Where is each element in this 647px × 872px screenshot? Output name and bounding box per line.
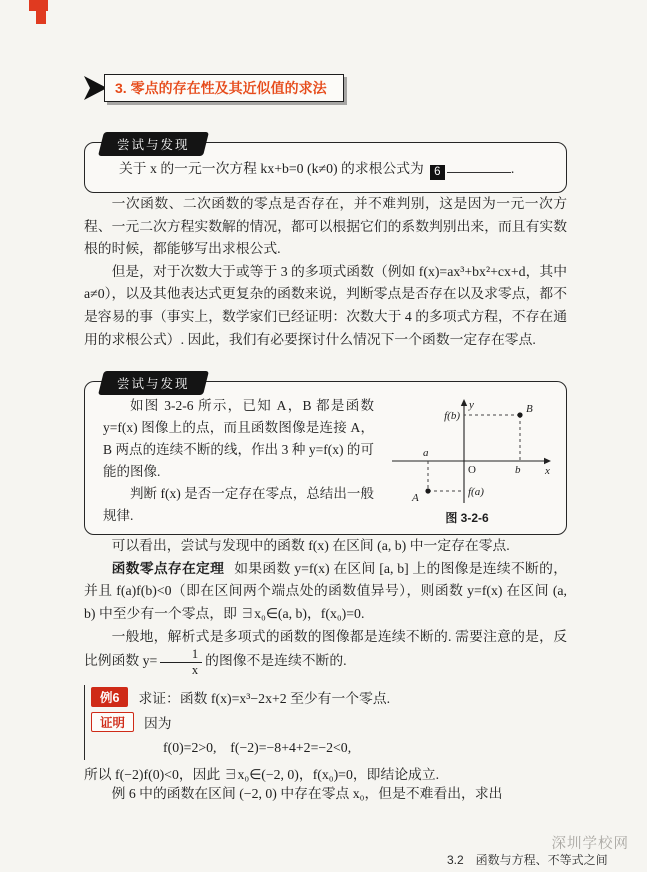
- discover-box-2: [84, 377, 567, 535]
- figure-3-2-6: [378, 395, 556, 507]
- figure-label-fa: f(a): [468, 486, 484, 499]
- paragraph-5: [84, 626, 567, 678]
- fraction-one-over-x: [160, 648, 202, 677]
- example-block: [84, 685, 567, 783]
- figure-label-b: b: [515, 464, 521, 477]
- figure-label-a: a: [423, 447, 429, 460]
- discover-1-question: [119, 157, 548, 180]
- proof-row: [85, 710, 567, 735]
- example-statement: 求证：函数 f(x)=x³−2x+2 至少有一个零点.: [138, 691, 391, 707]
- proof-lead: 因为: [144, 716, 172, 732]
- red-corner-mark-1: [29, 0, 48, 11]
- discover-2-paragraph-2: 判断 f(x) 是否一定存在零点，总结出一般规律.: [103, 486, 374, 524]
- watermark: 深圳学校网: [551, 836, 629, 852]
- p5-text-after: 的图像不是连续不断的.: [205, 653, 347, 669]
- page-content: [84, 74, 567, 806]
- discover-tab-2-label: 尝试与发现: [117, 377, 190, 392]
- example-bracket: [84, 685, 567, 760]
- point-B-dot: [517, 413, 522, 418]
- proof-badge: 证明: [91, 712, 134, 732]
- proof-conclusion: 所以 f(−2)f(0)<0，因此 ∃x₀∈(−2, 0)，f(x₀)=0，即结论成立.: [84, 767, 440, 783]
- section-banner: [84, 74, 567, 102]
- figure-label-B: B: [526, 403, 533, 416]
- figure-column: [378, 395, 556, 527]
- point-A-dot: [425, 489, 430, 494]
- example-row: [85, 685, 567, 710]
- red-corner-mark-2: [36, 11, 46, 24]
- discover-tab-1-label: 尝试与发现: [117, 138, 190, 152]
- figure-label-A: A: [412, 492, 419, 505]
- proof-formula: f(0)=2>0, f(−2)=−8+4+2=−2<0,: [163, 740, 352, 756]
- theorem-body: 如果函数 y=f(x) 在区间 [a, b] 上的图像是连续不断的，并且 f(a)f(b)<0（即在区间两个端点处的函数值异号），则函数 y=f(x) 在区间 (a, b) 中至少有一个零点，即 ∃x₀∈(a, b)，f(x₀)=0.: [84, 560, 567, 621]
- discover-2-text: [103, 395, 374, 527]
- paragraph-6: 例 6 中的函数在区间 (−2, 0) 中存在零点 x₀，但是不难看出，求出: [111, 786, 503, 802]
- paragraph-2: 但是，对于次数大于或等于 3 的多项式函数（例如 f(x)=ax³+bx²+cx+d，其中 a≠0），以及其他表达式更复杂的函数来说，判断零点是否存在以及求零点，都不是容易的事（事实上，数学家们已经证明：次数大于 4 的多项式方程，不存在通用的求根公式）. 因此，我们有必要探讨什么情况下一个函数一定存在零点.: [84, 263, 567, 347]
- discover-tab-1: [98, 132, 208, 156]
- section-title: 3. 零点的存在性及其近似值的求法: [104, 74, 344, 102]
- figure-label-x: x: [545, 465, 550, 478]
- paragraph-1: 一次函数、二次函数的零点是否存在，并不难判别，这是因为一元一次方程、一元二次方程实数解的情况，都可以根据它们的系数判别出来，而且有实数根的时候，都能够写出求根公式.: [84, 196, 567, 257]
- figure-caption: 图 3-2-6: [445, 511, 489, 526]
- fraction-numerator: 1: [160, 648, 202, 663]
- question-text: 关于 x 的一元一次方程 kx+b=0 (k≠0) 的求根公式为: [119, 161, 424, 176]
- fraction-denominator: x: [191, 663, 199, 678]
- figure-label-origin: O: [468, 464, 476, 477]
- p5-text-before: 一般地，解析式是多项式的函数的图像都是连续不断的. 需要注意的是，反比例函数 y=: [84, 628, 567, 669]
- discover-2-paragraph-1: 如图 3-2-6 所示，已知 A，B 都是函数 y=f(x) 图像上的点，而且函数图像是连接 A，B 两点的连续不断的线，作出 3 种 y=f(x) 的可能的图像.: [103, 398, 374, 480]
- figure-label-y: y: [469, 399, 474, 412]
- answer-blank: [447, 160, 511, 173]
- theorem-paragraph: [84, 558, 567, 626]
- question-period: .: [510, 161, 515, 176]
- theorem-title: 函数零点存在定理: [111, 560, 225, 576]
- example-badge: 例6: [91, 687, 128, 707]
- answer-number-badge: 6: [430, 165, 445, 180]
- figure-label-fb: f(b): [444, 410, 460, 423]
- page-footer: 3.2 函数与方程、不等式之间: [447, 853, 608, 867]
- discover-tab-2: [98, 371, 208, 395]
- paragraph-3: 可以看出，尝试与发现中的函数 f(x) 在区间 (a, b) 中一定存在零点.: [111, 538, 510, 554]
- discover-box-1: [84, 138, 567, 193]
